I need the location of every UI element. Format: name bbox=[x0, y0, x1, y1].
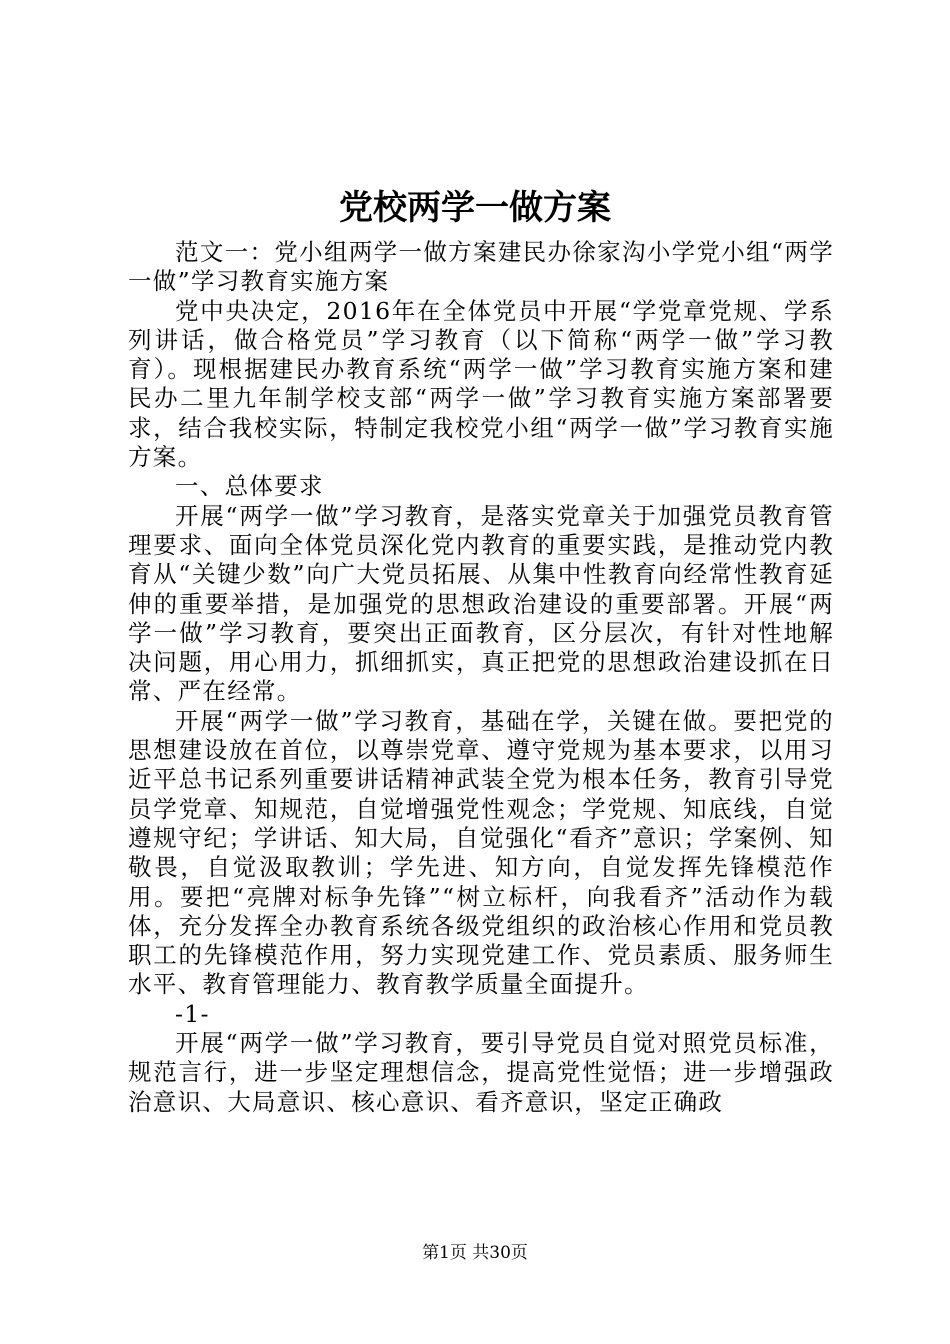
inline-page-marker: -1- bbox=[175, 999, 210, 1028]
paragraph-intro: 范文一：党小组两学一做方案建民办徐家沟小学党小组“两学一做”学习教育实施方案 bbox=[128, 238, 834, 296]
paragraph-guidance: 开展“两学一做”学习教育，要引导党员自觉对照党员标准，规范言行，进一步坚定理想信念，提高党性觉悟；进一步增强政治意识、大局意识、核心意识、看齐意识，坚定正确政 bbox=[128, 1029, 834, 1116]
document-title: 党校两学一做方案 bbox=[339, 188, 611, 228]
section-heading: 一、总体要求 bbox=[175, 472, 324, 501]
paragraph-requirements: 开展“两学一做”学习教育，是落实党章关于加强党员教育管理要求、面向全体党员深化党内教育的重要实践，是推动党内教育从“关键少数”向广大党员拓展、从集中性教育向经常性教育延伸的重要举措，是加强党的思想政治建设的重要部署。开展“两学一做”学习教育，要突出正面教育，区分层次，有针对性地解决问题，用心用力，抓细抓实，真正把党的思想政治建设抓在日常、严在经常。 bbox=[128, 501, 834, 706]
page-footer: 第1页 共30页 bbox=[422, 1243, 528, 1263]
document-body bbox=[128, 238, 834, 1117]
paragraph-foundation: 开展“两学一做”学习教育，基础在学，关键在做。要把党的思想建设放在首位，以尊崇党章、遵守党规为基本要求，以用习近平总书记系列重要讲话精神武装全党为根本任务，教育引导党员学党章、知规范，自觉增强党性观念；学党规、知底线，自觉遵规守纪；学讲话、知大局，自觉强化“看齐”意识；学案例、知敬畏，自觉汲取教训；学先进、知方向，自觉发挥先锋模范作用。要把“亮牌对标争先锋”“树立标杆，向我看齐”活动作为载体，充分发挥全办教育系统各级党组织的政治核心作用和党员教职工的先锋模范作用，努力实现党建工作、党员素质、服务师生水平、教育管理能力、教育教学质量全面提升。 bbox=[128, 706, 834, 999]
paragraph-background: 党中央决定，2016年在全体党员中开展“学党章党规、学系列讲话，做合格党员”学习教育（以下简称“两学一做”学习教育）。现根据建民办教育系统“两学一做”学习教育实施方案和建民办二里九年制学校支部“两学一做”学习教育实施方案部署要求，结合我校实际，特制定我校党小组“两学一做”学习教育实施方案。 bbox=[128, 296, 834, 472]
